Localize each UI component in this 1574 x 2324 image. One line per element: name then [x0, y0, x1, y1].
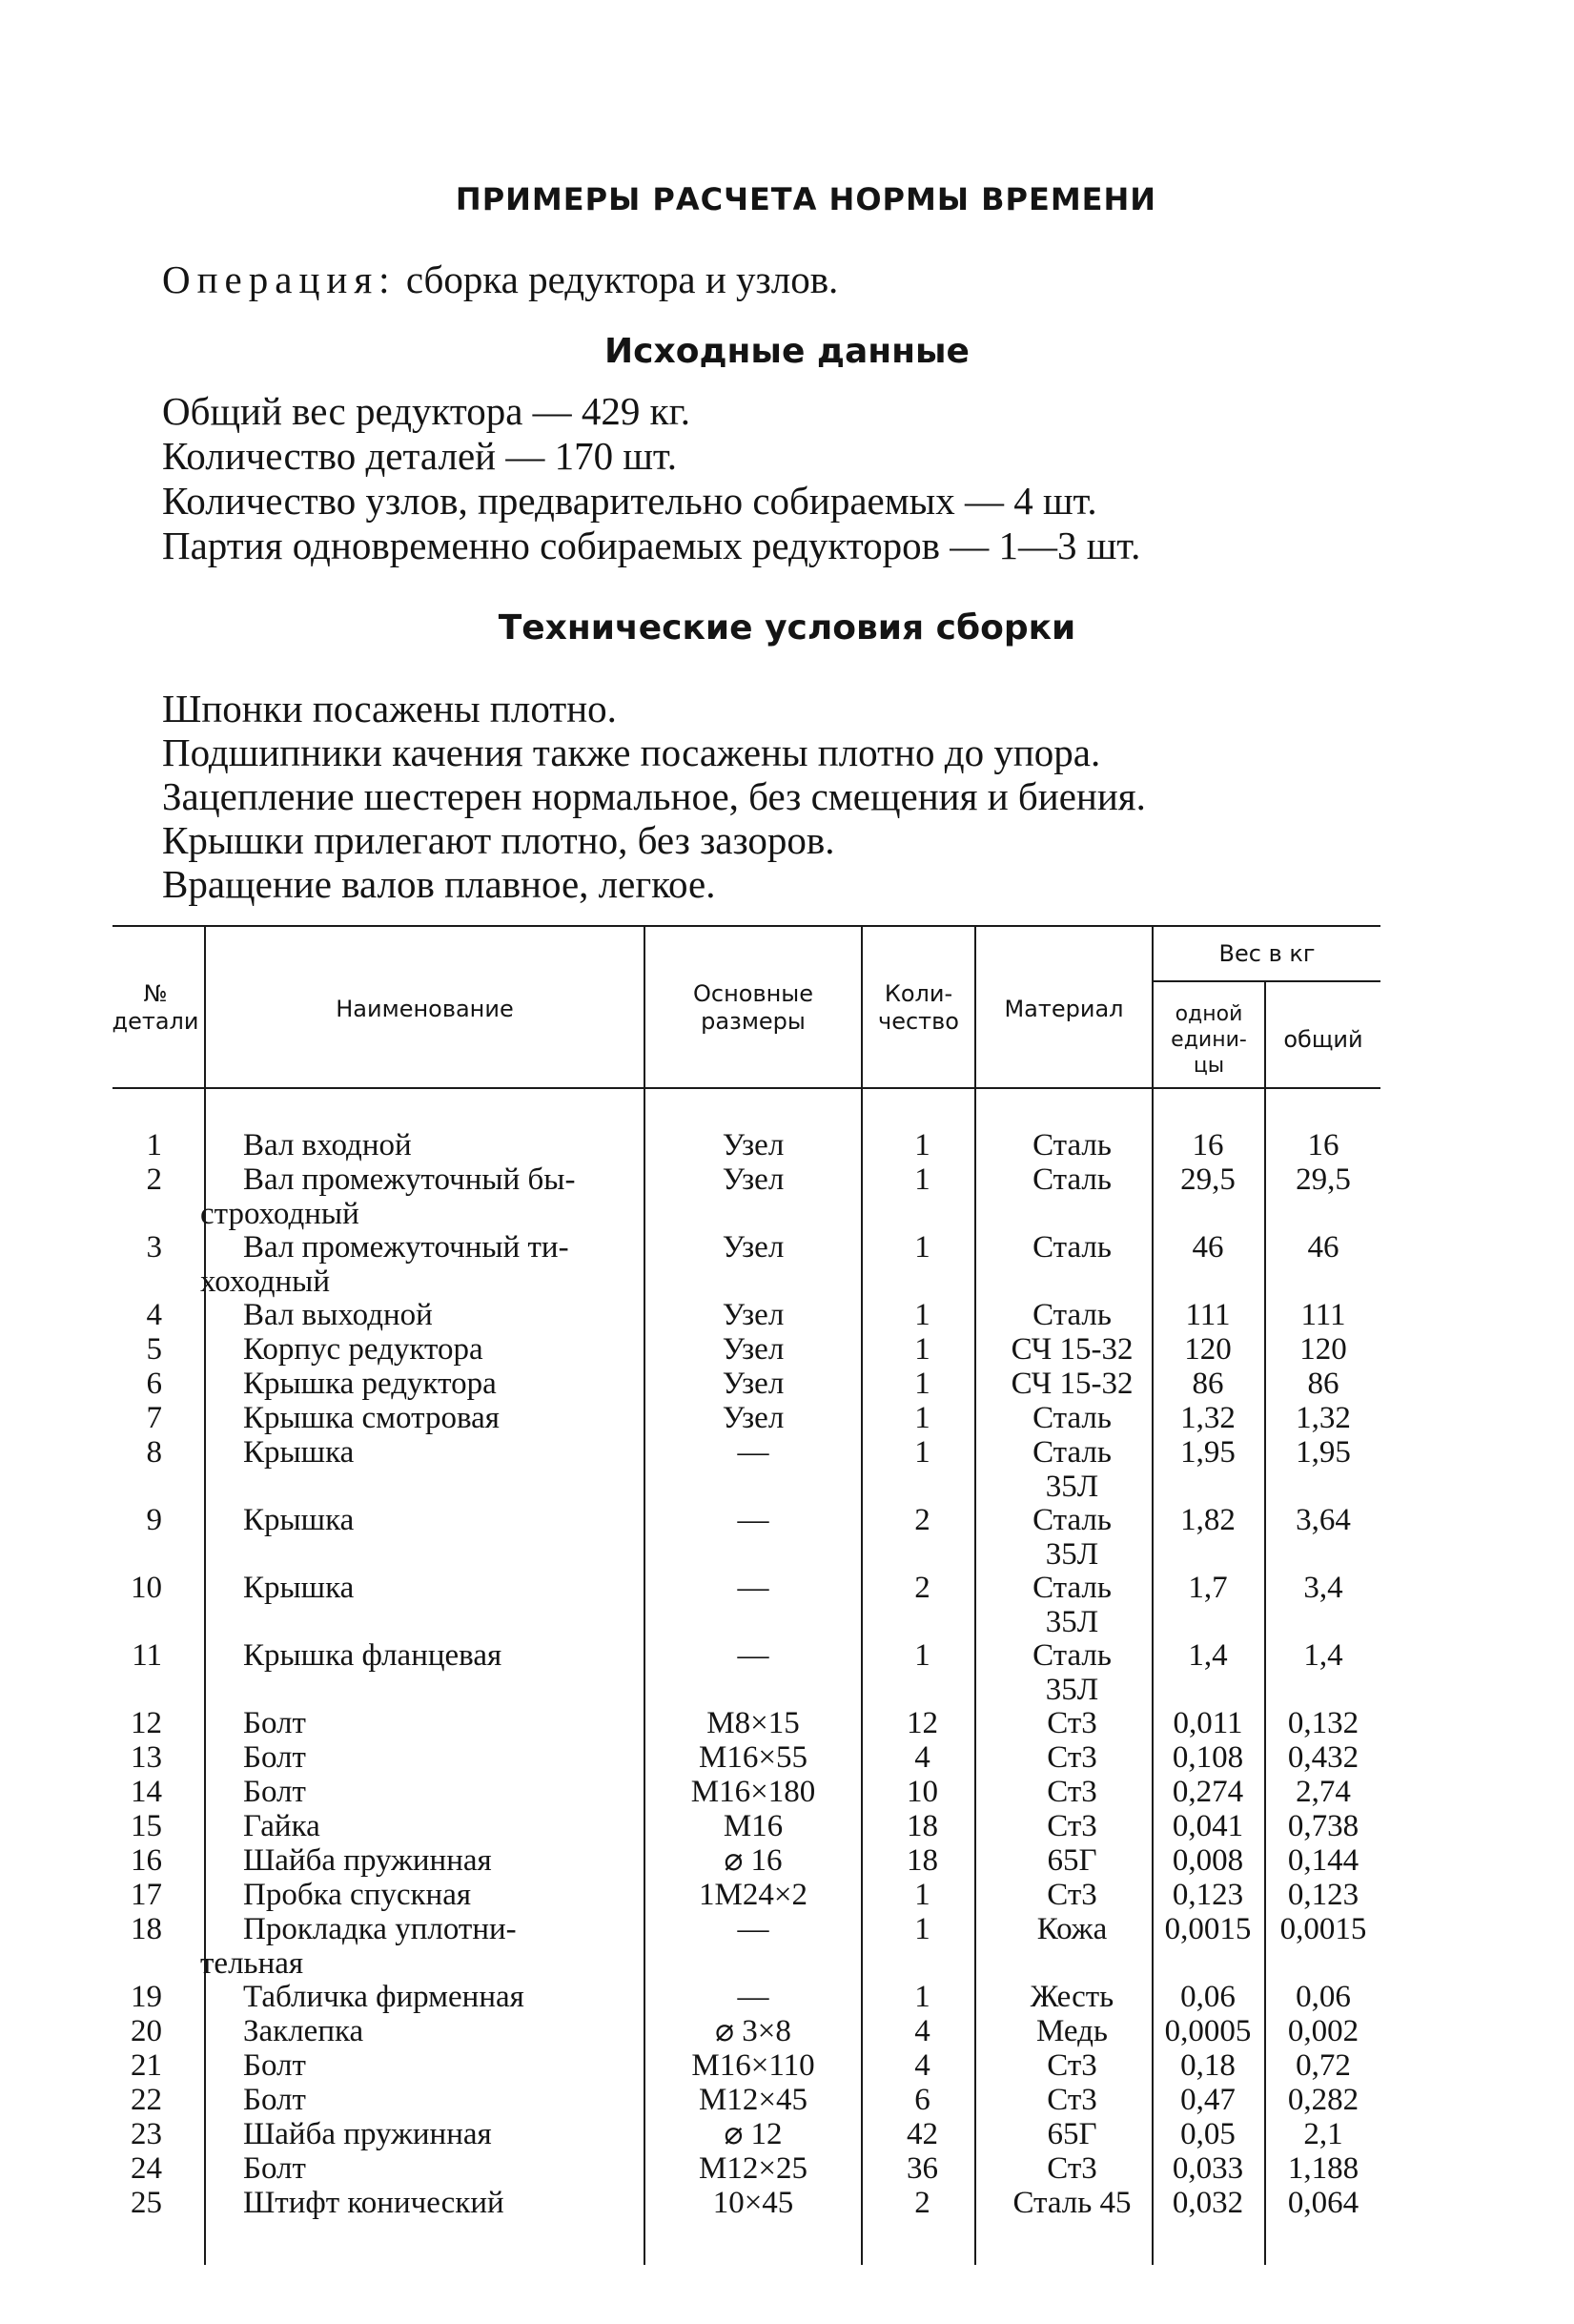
row-number: 9 [146, 1503, 162, 1537]
header-qty [863, 980, 974, 1036]
initial-data-line: Партия одновременно собираемых редукторов — 1—3 шт. [162, 524, 1141, 567]
row-name: Вал промежуточный ти- [243, 1230, 569, 1265]
row-material: Сталь [1032, 1638, 1112, 1673]
row-material: 35Л [1045, 1605, 1099, 1639]
row-size: Узел [722, 1128, 785, 1162]
row-size: — [737, 1435, 769, 1470]
row-weight-total: 111 [1300, 1298, 1346, 1332]
row-name: Гайка [243, 1809, 320, 1843]
row-material: Сталь [1032, 1401, 1112, 1435]
row-weight-one: 0,011 [1173, 1706, 1243, 1740]
operation-line [162, 257, 838, 301]
page-title: ПРИМЕРЫ РАСЧЕТА НОРМЫ ВРЕМЕНИ [455, 181, 1157, 217]
row-weight-one: 1,32 [1180, 1401, 1236, 1435]
row-number: 12 [131, 1706, 162, 1740]
row-weight-one: 0,033 [1172, 2151, 1244, 2186]
row-size: — [737, 1503, 769, 1537]
row-weight-total: 0,132 [1287, 1706, 1359, 1740]
row-quantity: 1 [914, 1638, 930, 1673]
row-name: Пробка спускная [243, 1878, 472, 1912]
row-size: М16×180 [690, 1775, 816, 1809]
row-number: 3 [146, 1230, 162, 1265]
row-name: Крышка [243, 1571, 355, 1605]
row-number: 25 [131, 2186, 162, 2220]
row-size: Узел [722, 1162, 785, 1197]
row-quantity: 1 [914, 1980, 930, 2014]
row-quantity: 1 [914, 1332, 930, 1367]
row-quantity: 36 [907, 2151, 938, 2186]
tech-condition-line: Зацепление шестерен нормальное, без смещения и биения. [162, 774, 1146, 818]
row-weight-one: 0,05 [1180, 2117, 1236, 2151]
row-weight-total: 0,432 [1287, 1740, 1359, 1775]
header-weight-one-line: едини- [1171, 1028, 1247, 1052]
row-number: 1 [146, 1128, 162, 1162]
row-weight-total: 0,064 [1287, 2186, 1359, 2220]
row-size: — [737, 1571, 769, 1605]
header-num [107, 980, 204, 1036]
row-name: Табличка фирменная [243, 1980, 524, 2014]
initial-data-line: Количество узлов, предварительно собираемых — 4 шт. [162, 479, 1097, 523]
row-size: М16×55 [699, 1740, 807, 1775]
row-number: 22 [131, 2083, 162, 2117]
row-weight-one: 86 [1192, 1367, 1224, 1401]
row-weight-one: 0,06 [1180, 1980, 1236, 2014]
table-top-rule [112, 925, 1380, 927]
row-material: Ст3 [1047, 1809, 1097, 1843]
row-material: Кожа [1036, 1912, 1108, 1946]
row-quantity: 4 [914, 1740, 930, 1775]
row-number: 24 [131, 2151, 162, 2186]
column-divider [204, 925, 206, 2265]
row-name: Заклепка [243, 2014, 364, 2048]
row-size: Узел [722, 1332, 785, 1367]
row-size: Узел [722, 1298, 785, 1332]
header-weight-one-line: одной [1175, 1002, 1243, 1026]
row-material: Сталь [1032, 1503, 1112, 1537]
row-number: 17 [131, 1878, 162, 1912]
row-number: 21 [131, 2048, 162, 2083]
row-material: Ст3 [1047, 2048, 1097, 2083]
row-weight-one: 0,47 [1180, 2083, 1236, 2117]
row-quantity: 6 [914, 2083, 930, 2117]
header-weight-one [1154, 1001, 1264, 1079]
row-name: Крышка редуктора [243, 1367, 497, 1401]
row-quantity: 1 [914, 1230, 930, 1265]
operation-text: сборка редуктора и узлов. [396, 257, 839, 301]
row-name: Болт [243, 2151, 306, 2186]
row-weight-one: 120 [1184, 1332, 1232, 1367]
row-name: Болт [243, 1775, 306, 1809]
row-number: 11 [132, 1638, 162, 1673]
row-name: Крышка фланцевая [243, 1638, 502, 1673]
row-material: Сталь [1032, 1571, 1112, 1605]
tech-condition-line: Подшипники качения также посажены плотно до упора. [162, 730, 1101, 774]
row-number: 16 [131, 1843, 162, 1878]
row-material: 65Г [1047, 1843, 1097, 1878]
row-size: М12×45 [699, 2083, 807, 2117]
row-number: 4 [146, 1298, 162, 1332]
row-weight-total: 16 [1307, 1128, 1339, 1162]
row-weight-total: 0,144 [1287, 1843, 1359, 1878]
row-weight-one: 0,032 [1172, 2186, 1244, 2220]
row-weight-total: 0,72 [1296, 2048, 1351, 2083]
row-quantity: 1 [914, 1367, 930, 1401]
row-weight-one: 0,108 [1172, 1740, 1244, 1775]
row-number: 13 [131, 1740, 162, 1775]
row-name: Болт [243, 2048, 306, 2083]
row-size: ⌀ 12 [724, 2117, 783, 2151]
row-quantity: 2 [914, 1571, 930, 1605]
row-weight-total: 29,5 [1296, 1162, 1351, 1197]
header-weight-total: общий [1283, 1026, 1363, 1053]
row-quantity: 1 [914, 1128, 930, 1162]
row-number: 15 [131, 1809, 162, 1843]
row-size: 1М24×2 [699, 1878, 807, 1912]
row-weight-one: 0,008 [1172, 1843, 1244, 1878]
row-weight-total: 1,32 [1296, 1401, 1351, 1435]
row-name: Прокладка уплотни- [243, 1912, 517, 1946]
row-material: Ст3 [1047, 1740, 1097, 1775]
header-size [645, 980, 861, 1036]
row-weight-one: 111 [1185, 1298, 1231, 1332]
row-quantity: 1 [914, 1162, 930, 1197]
row-weight-total: 3,4 [1303, 1571, 1343, 1605]
row-weight-total: 1,95 [1296, 1435, 1351, 1470]
row-weight-one: 0,123 [1172, 1878, 1244, 1912]
row-size: ⌀ 3×8 [715, 2014, 791, 2048]
row-material: СЧ 15-32 [1011, 1367, 1134, 1401]
row-name: хоходный [200, 1265, 330, 1299]
initial-data-heading: Исходные данные [604, 332, 970, 371]
header-weight-one-line: цы [1193, 1054, 1225, 1078]
row-quantity: 1 [914, 1298, 930, 1332]
row-quantity: 1 [914, 1878, 930, 1912]
header-num-line: детали [112, 1008, 199, 1035]
row-material: 35Л [1045, 1673, 1099, 1707]
row-number: 19 [131, 1980, 162, 2014]
row-name: Вал промежуточный бы- [243, 1162, 576, 1197]
row-size: М16×110 [691, 2048, 815, 2083]
row-weight-total: 0,282 [1287, 2083, 1359, 2117]
row-name: Штифт конический [243, 2186, 504, 2220]
row-material: Сталь [1032, 1298, 1112, 1332]
row-weight-one: 0,18 [1180, 2048, 1236, 2083]
row-weight-total: 2,1 [1303, 2117, 1343, 2151]
row-weight-total: 1,188 [1287, 2151, 1359, 2186]
header-material: Материал [1004, 996, 1124, 1022]
row-weight-total: 2,74 [1296, 1775, 1351, 1809]
header-size-line: размеры [701, 1008, 806, 1035]
row-quantity: 1 [914, 1435, 930, 1470]
row-quantity: 4 [914, 2048, 930, 2083]
row-material: Сталь [1032, 1435, 1112, 1470]
row-material: Сталь [1032, 1230, 1112, 1265]
row-number: 10 [131, 1571, 162, 1605]
row-size: — [737, 1912, 769, 1946]
row-weight-one: 1,95 [1180, 1435, 1236, 1470]
row-material: 35Л [1045, 1537, 1099, 1572]
row-size: М8×15 [706, 1706, 800, 1740]
row-weight-total: 3,64 [1296, 1503, 1351, 1537]
row-number: 2 [146, 1162, 162, 1197]
row-weight-total: 86 [1307, 1367, 1339, 1401]
row-material: Ст3 [1047, 1775, 1097, 1809]
row-size: — [737, 1638, 769, 1673]
row-name: Шайба пружинная [243, 2117, 492, 2151]
row-name: Вал входной [243, 1128, 412, 1162]
row-number: 23 [131, 2117, 162, 2151]
tech-condition-line: Вращение валов плавное, легкое. [162, 862, 716, 906]
row-weight-total: 120 [1299, 1332, 1347, 1367]
row-weight-total: 0,002 [1287, 2014, 1359, 2048]
row-name: строходный [200, 1197, 359, 1231]
header-num-line: № [143, 980, 168, 1007]
row-weight-total: 0,123 [1287, 1878, 1359, 1912]
row-name: Шайба пружинная [243, 1843, 492, 1878]
row-weight-one: 0,0015 [1164, 1912, 1252, 1946]
row-number: 7 [146, 1401, 162, 1435]
row-quantity: 1 [914, 1401, 930, 1435]
row-quantity: 12 [907, 1706, 938, 1740]
tech-condition-line: Шпонки посажены плотно. [162, 687, 617, 730]
initial-data-line: Общий вес редуктора — 429 кг. [162, 389, 691, 433]
row-material: СЧ 15-32 [1011, 1332, 1134, 1367]
row-name: Корпус редуктора [243, 1332, 483, 1367]
table-header-rule [112, 1087, 1380, 1089]
row-weight-total: 0,738 [1287, 1809, 1359, 1843]
row-material: 35Л [1045, 1470, 1099, 1504]
row-weight-one: 46 [1192, 1230, 1224, 1265]
row-material: Жесть [1030, 1980, 1114, 2014]
row-weight-one: 29,5 [1180, 1162, 1236, 1197]
row-weight-one: 0,274 [1172, 1775, 1244, 1809]
header-name: Наименование [336, 996, 514, 1022]
row-size: Узел [722, 1230, 785, 1265]
row-weight-one: 0,0005 [1164, 2014, 1252, 2048]
row-material: Сталь [1032, 1128, 1112, 1162]
tech-conditions-heading: Технические условия сборки [498, 608, 1076, 648]
header-qty-line: Коли- [884, 980, 953, 1007]
tech-condition-line: Крышки прилегают плотно, без зазоров. [162, 818, 835, 862]
row-number: 18 [131, 1912, 162, 1946]
row-quantity: 2 [914, 1503, 930, 1537]
row-size: Узел [722, 1401, 785, 1435]
row-quantity: 18 [907, 1843, 938, 1878]
row-weight-total: 1,4 [1303, 1638, 1343, 1673]
row-material: Ст3 [1047, 1706, 1097, 1740]
row-size: Узел [722, 1367, 785, 1401]
header-qty-line: чество [878, 1008, 959, 1035]
weight-header-rule [1152, 980, 1380, 982]
row-weight-total: 0,06 [1296, 1980, 1351, 2014]
row-weight-total: 46 [1307, 1230, 1339, 1265]
row-size: ⌀ 16 [724, 1843, 783, 1878]
initial-data-line: Количество деталей — 170 шт. [162, 434, 677, 478]
row-number: 5 [146, 1332, 162, 1367]
row-weight-one: 16 [1192, 1128, 1224, 1162]
row-name: Крышка [243, 1503, 355, 1537]
row-quantity: 42 [907, 2117, 938, 2151]
row-name: Крышка [243, 1435, 355, 1470]
header-size-line: Основные [692, 980, 813, 1007]
row-name: тельная [200, 1946, 304, 1981]
row-weight-total: 0,0015 [1279, 1912, 1367, 1946]
row-quantity: 2 [914, 2186, 930, 2220]
row-material: Ст3 [1047, 2083, 1097, 2117]
row-quantity: 4 [914, 2014, 930, 2048]
row-material: Ст3 [1047, 2151, 1097, 2186]
row-weight-one: 0,041 [1172, 1809, 1244, 1843]
row-size: М12×25 [699, 2151, 807, 2186]
row-name: Болт [243, 1740, 306, 1775]
row-name: Вал выходной [243, 1298, 433, 1332]
row-size: 10×45 [712, 2186, 794, 2220]
row-material: Ст3 [1047, 1878, 1097, 1912]
row-material: 65Г [1047, 2117, 1097, 2151]
row-name: Крышка смотровая [243, 1401, 500, 1435]
operation-label: Операция: [162, 257, 397, 301]
row-material: Сталь 45 [1012, 2186, 1132, 2220]
row-size: М16 [723, 1809, 784, 1843]
row-weight-one: 1,4 [1188, 1638, 1228, 1673]
row-number: 6 [146, 1367, 162, 1401]
row-name: Болт [243, 1706, 306, 1740]
row-quantity: 18 [907, 1809, 938, 1843]
row-size: — [737, 1980, 769, 2014]
row-name: Болт [243, 2083, 306, 2117]
row-number: 8 [146, 1435, 162, 1470]
row-number: 14 [131, 1775, 162, 1809]
row-material: Медь [1036, 2014, 1108, 2048]
row-quantity: 1 [914, 1912, 930, 1946]
row-quantity: 10 [907, 1775, 938, 1809]
row-weight-one: 1,7 [1188, 1571, 1228, 1605]
row-material: Сталь [1032, 1162, 1112, 1197]
row-number: 20 [131, 2014, 162, 2048]
row-weight-one: 1,82 [1180, 1503, 1236, 1537]
header-weight: Вес в кг [1218, 940, 1316, 967]
